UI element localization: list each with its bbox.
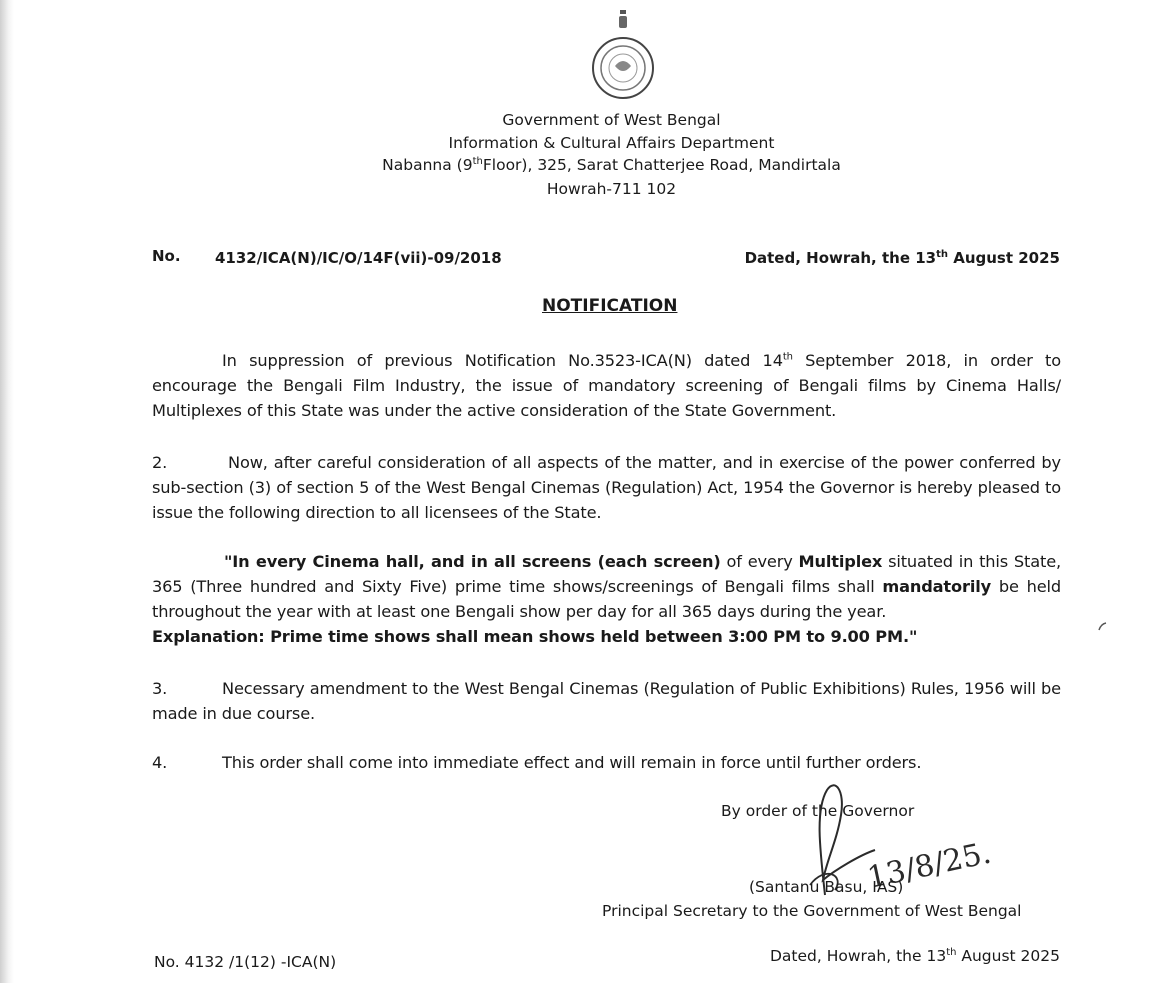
direction-text-2: situated in this State, 365 (Three hundred and Sixty Five) prime time shows/screenings of Bengali films shall <box>152 552 1061 596</box>
memo-date-text: Dated, Howrah, the 13 <box>744 249 937 267</box>
para4-number: 4. <box>152 753 168 772</box>
header-pin: Howrah-711 102 <box>546 180 677 198</box>
para2-number: 2. <box>152 453 168 472</box>
footer-date-text: Dated, Howrah, the 13 <box>769 947 947 965</box>
header-govt: Government of West Bengal <box>502 111 721 129</box>
by-order-text: By order of the Governor <box>721 802 915 820</box>
direction-text-1: of every <box>720 552 799 571</box>
signatory-designation: Principal Secretary to the Government of West Bengal <box>602 902 1022 920</box>
para3-number: 3. <box>152 679 168 698</box>
stray-mark <box>1096 620 1110 634</box>
header-address <box>380 156 843 174</box>
para1-rest: September 2018, in order to encourage the Bengali Film Industry, the issue of mandatory screening of Bengali films by Cinema Halls/ Multiplexes of this State was under the active consideration of the State Government. <box>152 351 1062 420</box>
memo-no-label: No. <box>152 247 181 265</box>
para2-text: Now, after careful consideration of all aspects of the matter, and in exercise of the power conferred by sub-section (3) of section 5 of the West Bengal Cinemas (Regulation) Act, 1954 the Governor is hereby pleased to issue the following direction to all licensees of the State. <box>152 453 1061 522</box>
paragraph-1 <box>152 348 1061 423</box>
footer-date <box>770 947 1060 965</box>
para4-text: This order shall come into immediate effect and will remain in force until further orders. <box>222 753 922 772</box>
memo-date <box>745 249 1060 267</box>
direction-block <box>152 549 1061 649</box>
direction-multiplex: Multiplex <box>798 552 883 571</box>
para3-text: Necessary amendment to the West Bengal Cinemas (Regulation of Public Exhibitions) Rules, 1956 will be made in due course. <box>152 679 1061 723</box>
para1-sup: th <box>782 351 793 363</box>
memo-no-value: 4132/ICA(N)/IC/O/14F(vii)-09/2018 <box>215 249 502 267</box>
paragraph-3 <box>152 676 1061 726</box>
direction-text-3: be held throughout the year with at least one Bengali show per day for all 365 days during the year. <box>152 577 1061 621</box>
page-edge <box>0 0 14 983</box>
address-part: Nabanna (9 <box>382 156 473 174</box>
para1-text: In suppression of previous Notification No.3523-ICA(N) dated 14 <box>222 351 783 370</box>
address-rest: Floor), 325, Sarat Chatterjee Road, Mandirtala <box>482 156 841 174</box>
footer-date-sup: th <box>946 946 957 958</box>
signatory-name: (Santanu Basu, IAS) <box>749 878 904 896</box>
footer-date-rest: August 2025 <box>956 947 1060 965</box>
direction-mandatorily: mandatorily <box>882 577 992 596</box>
direction-explanation: Explanation: Prime time shows shall mean shows held between 3:00 PM to 9.00 PM." <box>152 627 918 646</box>
state-emblem-icon <box>585 6 665 102</box>
paragraph-2 <box>152 450 1061 525</box>
memo-date-rest: August 2025 <box>948 249 1060 267</box>
direction-opening: "In every Cinema hall, and in all screens (each screen) <box>224 552 721 571</box>
header-department: Information & Cultural Affairs Department <box>448 134 775 152</box>
notification-title: NOTIFICATION <box>542 296 678 316</box>
handwritten-date: 13/8/25. <box>864 835 995 896</box>
address-sup: th <box>472 155 483 167</box>
footer-memo-no: No. 4132 /1(12) -ICA(N) <box>154 953 337 971</box>
memo-date-sup: th <box>936 249 948 260</box>
